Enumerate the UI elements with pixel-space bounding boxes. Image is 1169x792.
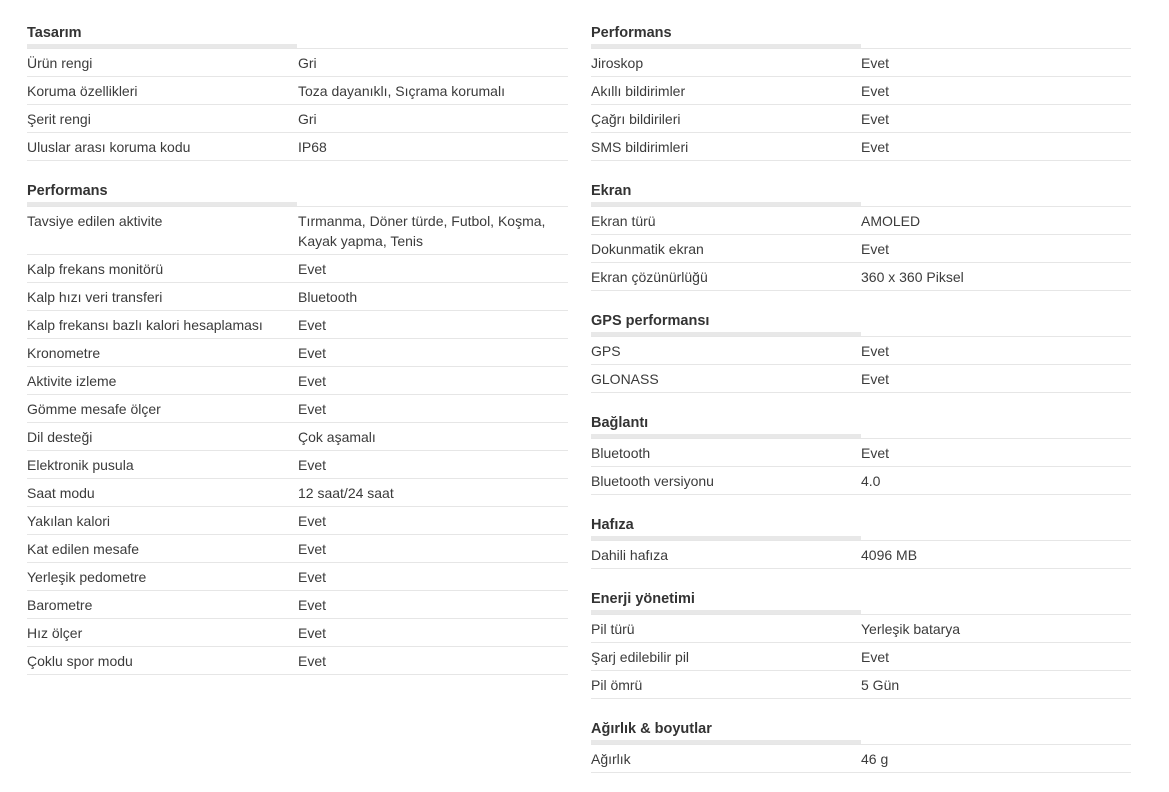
spec-row <box>27 77 568 105</box>
spec-value: Evet <box>298 317 327 333</box>
spec-value: 12 saat/24 saat <box>298 485 394 501</box>
spec-value: Evet <box>298 597 327 613</box>
spec-group-enerji-yonetimi <box>591 588 1131 699</box>
spec-label: Akıllı bildirimler <box>591 83 686 99</box>
spec-label: Yakılan kalori <box>27 513 111 529</box>
spec-row <box>27 423 568 451</box>
spec-row <box>591 671 1131 699</box>
spec-row <box>591 337 1131 365</box>
spec-value: Gri <box>298 111 317 127</box>
spec-value: Evet <box>298 261 327 277</box>
spec-row <box>591 49 1131 77</box>
spec-value: Evet <box>861 445 890 461</box>
spec-label: Pil türü <box>591 621 635 637</box>
spec-group-baglanti <box>591 412 1131 495</box>
spec-group-title: Hafıza <box>591 517 634 533</box>
spec-row <box>27 283 568 311</box>
spec-label: GLONASS <box>591 371 659 387</box>
spec-row <box>591 439 1131 467</box>
spec-value: Evet <box>861 343 890 359</box>
spec-value: Evet <box>298 541 327 557</box>
spec-label: Bluetooth versiyonu <box>591 473 714 489</box>
spec-row <box>27 255 568 283</box>
spec-group-title: Bağlantı <box>591 415 649 431</box>
spec-value: Evet <box>298 373 327 389</box>
spec-label: Koruma özellikleri <box>27 83 138 99</box>
spec-row <box>591 541 1131 569</box>
spec-value: Evet <box>861 83 890 99</box>
spec-label: Şerit rengi <box>27 111 91 127</box>
spec-label: Elektronik pusula <box>27 457 134 473</box>
spec-row <box>27 591 568 619</box>
spec-row <box>27 619 568 647</box>
spec-value: 4096 MB <box>861 547 918 563</box>
spec-label: Kat edilen mesafe <box>27 541 140 557</box>
spec-value: Evet <box>861 371 890 387</box>
spec-value: Evet <box>861 241 890 257</box>
spec-column-left <box>27 22 568 694</box>
spec-label: Uluslar arası koruma kodu <box>27 139 191 155</box>
spec-value: Çok aşamalı <box>298 429 376 445</box>
spec-value: Evet <box>861 139 890 155</box>
spec-row <box>591 77 1131 105</box>
spec-label: Ekran türü <box>591 213 656 229</box>
spec-group-title: Tasarım <box>27 25 82 41</box>
spec-label: Dil desteği <box>27 429 93 445</box>
spec-group-tasarim <box>27 22 568 161</box>
spec-value: Evet <box>298 513 327 529</box>
spec-row <box>591 263 1131 291</box>
spec-row <box>591 745 1131 773</box>
spec-label: Gömme mesafe ölçer <box>27 401 161 417</box>
spec-row <box>27 133 568 161</box>
spec-row <box>27 479 568 507</box>
spec-label: Barometre <box>27 597 93 613</box>
spec-row <box>27 647 568 675</box>
spec-label: Çoklu spor modu <box>27 653 133 669</box>
spec-label: Hız ölçer <box>27 625 83 641</box>
spec-value: Evet <box>861 649 890 665</box>
spec-label: Aktivite izleme <box>27 373 117 389</box>
spec-label: Tavsiye edilen aktivite <box>27 213 163 229</box>
spec-label: Kalp hızı veri transferi <box>27 289 163 305</box>
spec-group-agirlik-and-boyutlar <box>591 718 1131 773</box>
spec-value: Gri <box>298 55 317 71</box>
spec-group-title: Performans <box>591 25 672 41</box>
spec-group-title: Ağırlık & boyutlar <box>591 721 712 737</box>
spec-row <box>27 535 568 563</box>
spec-label: Şarj edilebilir pil <box>591 649 690 665</box>
spec-row <box>27 311 568 339</box>
spec-value: Evet <box>298 569 327 585</box>
spec-value: 5 Gün <box>861 677 900 693</box>
spec-value: Evet <box>861 111 890 127</box>
spec-label: Ağırlık <box>591 751 631 767</box>
spec-label: Kalp frekans monitörü <box>27 261 164 277</box>
spec-label: Dahili hafıza <box>591 547 669 563</box>
spec-group-ekran <box>591 180 1131 291</box>
spec-group-performans <box>27 180 568 675</box>
spec-row <box>27 367 568 395</box>
spec-value: IP68 <box>298 139 327 155</box>
spec-group-title: GPS performansı <box>591 313 710 329</box>
spec-row <box>27 207 568 255</box>
spec-label: SMS bildirimleri <box>591 139 689 155</box>
spec-value: 360 x 360 Piksel <box>861 269 964 285</box>
spec-label: Ekran çözünürlüğü <box>591 269 708 285</box>
spec-label: Saat modu <box>27 485 95 501</box>
spec-value: Evet <box>298 401 327 417</box>
spec-value: 46 g <box>861 751 889 767</box>
spec-column-right <box>591 22 1131 792</box>
spec-label: Yerleşik pedometre <box>27 569 147 585</box>
spec-label: Jiroskop <box>591 55 644 71</box>
spec-group-title: Enerji yönetimi <box>591 591 695 607</box>
spec-label: Kalp frekansı bazlı kalori hesaplaması <box>27 317 263 333</box>
spec-row <box>591 133 1131 161</box>
spec-value: Evet <box>861 55 890 71</box>
spec-row <box>27 395 568 423</box>
spec-value: AMOLED <box>861 213 921 229</box>
spec-label: Dokunmatik ekran <box>591 241 704 257</box>
spec-row <box>27 49 568 77</box>
spec-row <box>591 643 1131 671</box>
spec-label: GPS <box>591 343 621 359</box>
spec-label: Bluetooth <box>591 445 651 461</box>
spec-row <box>591 467 1131 495</box>
spec-row <box>27 507 568 535</box>
spec-value: Evet <box>298 653 327 669</box>
spec-row <box>591 207 1131 235</box>
spec-group-title: Performans <box>27 183 108 199</box>
spec-value: Evet <box>298 345 327 361</box>
spec-value: Tırmanma, Döner türde, Futbol, Koşma, Kayak yapma, Tenis <box>298 213 546 249</box>
spec-row <box>591 105 1131 133</box>
spec-value: Evet <box>298 457 327 473</box>
spec-row <box>27 339 568 367</box>
spec-row <box>27 105 568 133</box>
spec-row <box>591 615 1131 643</box>
spec-value: Yerleşik batarya <box>861 621 961 637</box>
spec-value: Evet <box>298 625 327 641</box>
spec-value: Toza dayanıklı, Sıçrama korumalı <box>298 83 505 99</box>
spec-value: Bluetooth <box>298 289 358 305</box>
spec-row <box>27 563 568 591</box>
spec-row <box>591 365 1131 393</box>
spec-label: Ürün rengi <box>27 55 93 71</box>
spec-group-gps-performansi <box>591 310 1131 393</box>
spec-row <box>27 451 568 479</box>
spec-group-title: Ekran <box>591 183 632 199</box>
spec-label: Kronometre <box>27 345 101 361</box>
spec-row <box>591 235 1131 263</box>
spec-group-hafiza <box>591 514 1131 569</box>
spec-label: Pil ömrü <box>591 677 643 693</box>
spec-label: Çağrı bildirileri <box>591 111 681 127</box>
spec-group-performans <box>591 22 1131 161</box>
spec-value: 4.0 <box>861 473 881 489</box>
